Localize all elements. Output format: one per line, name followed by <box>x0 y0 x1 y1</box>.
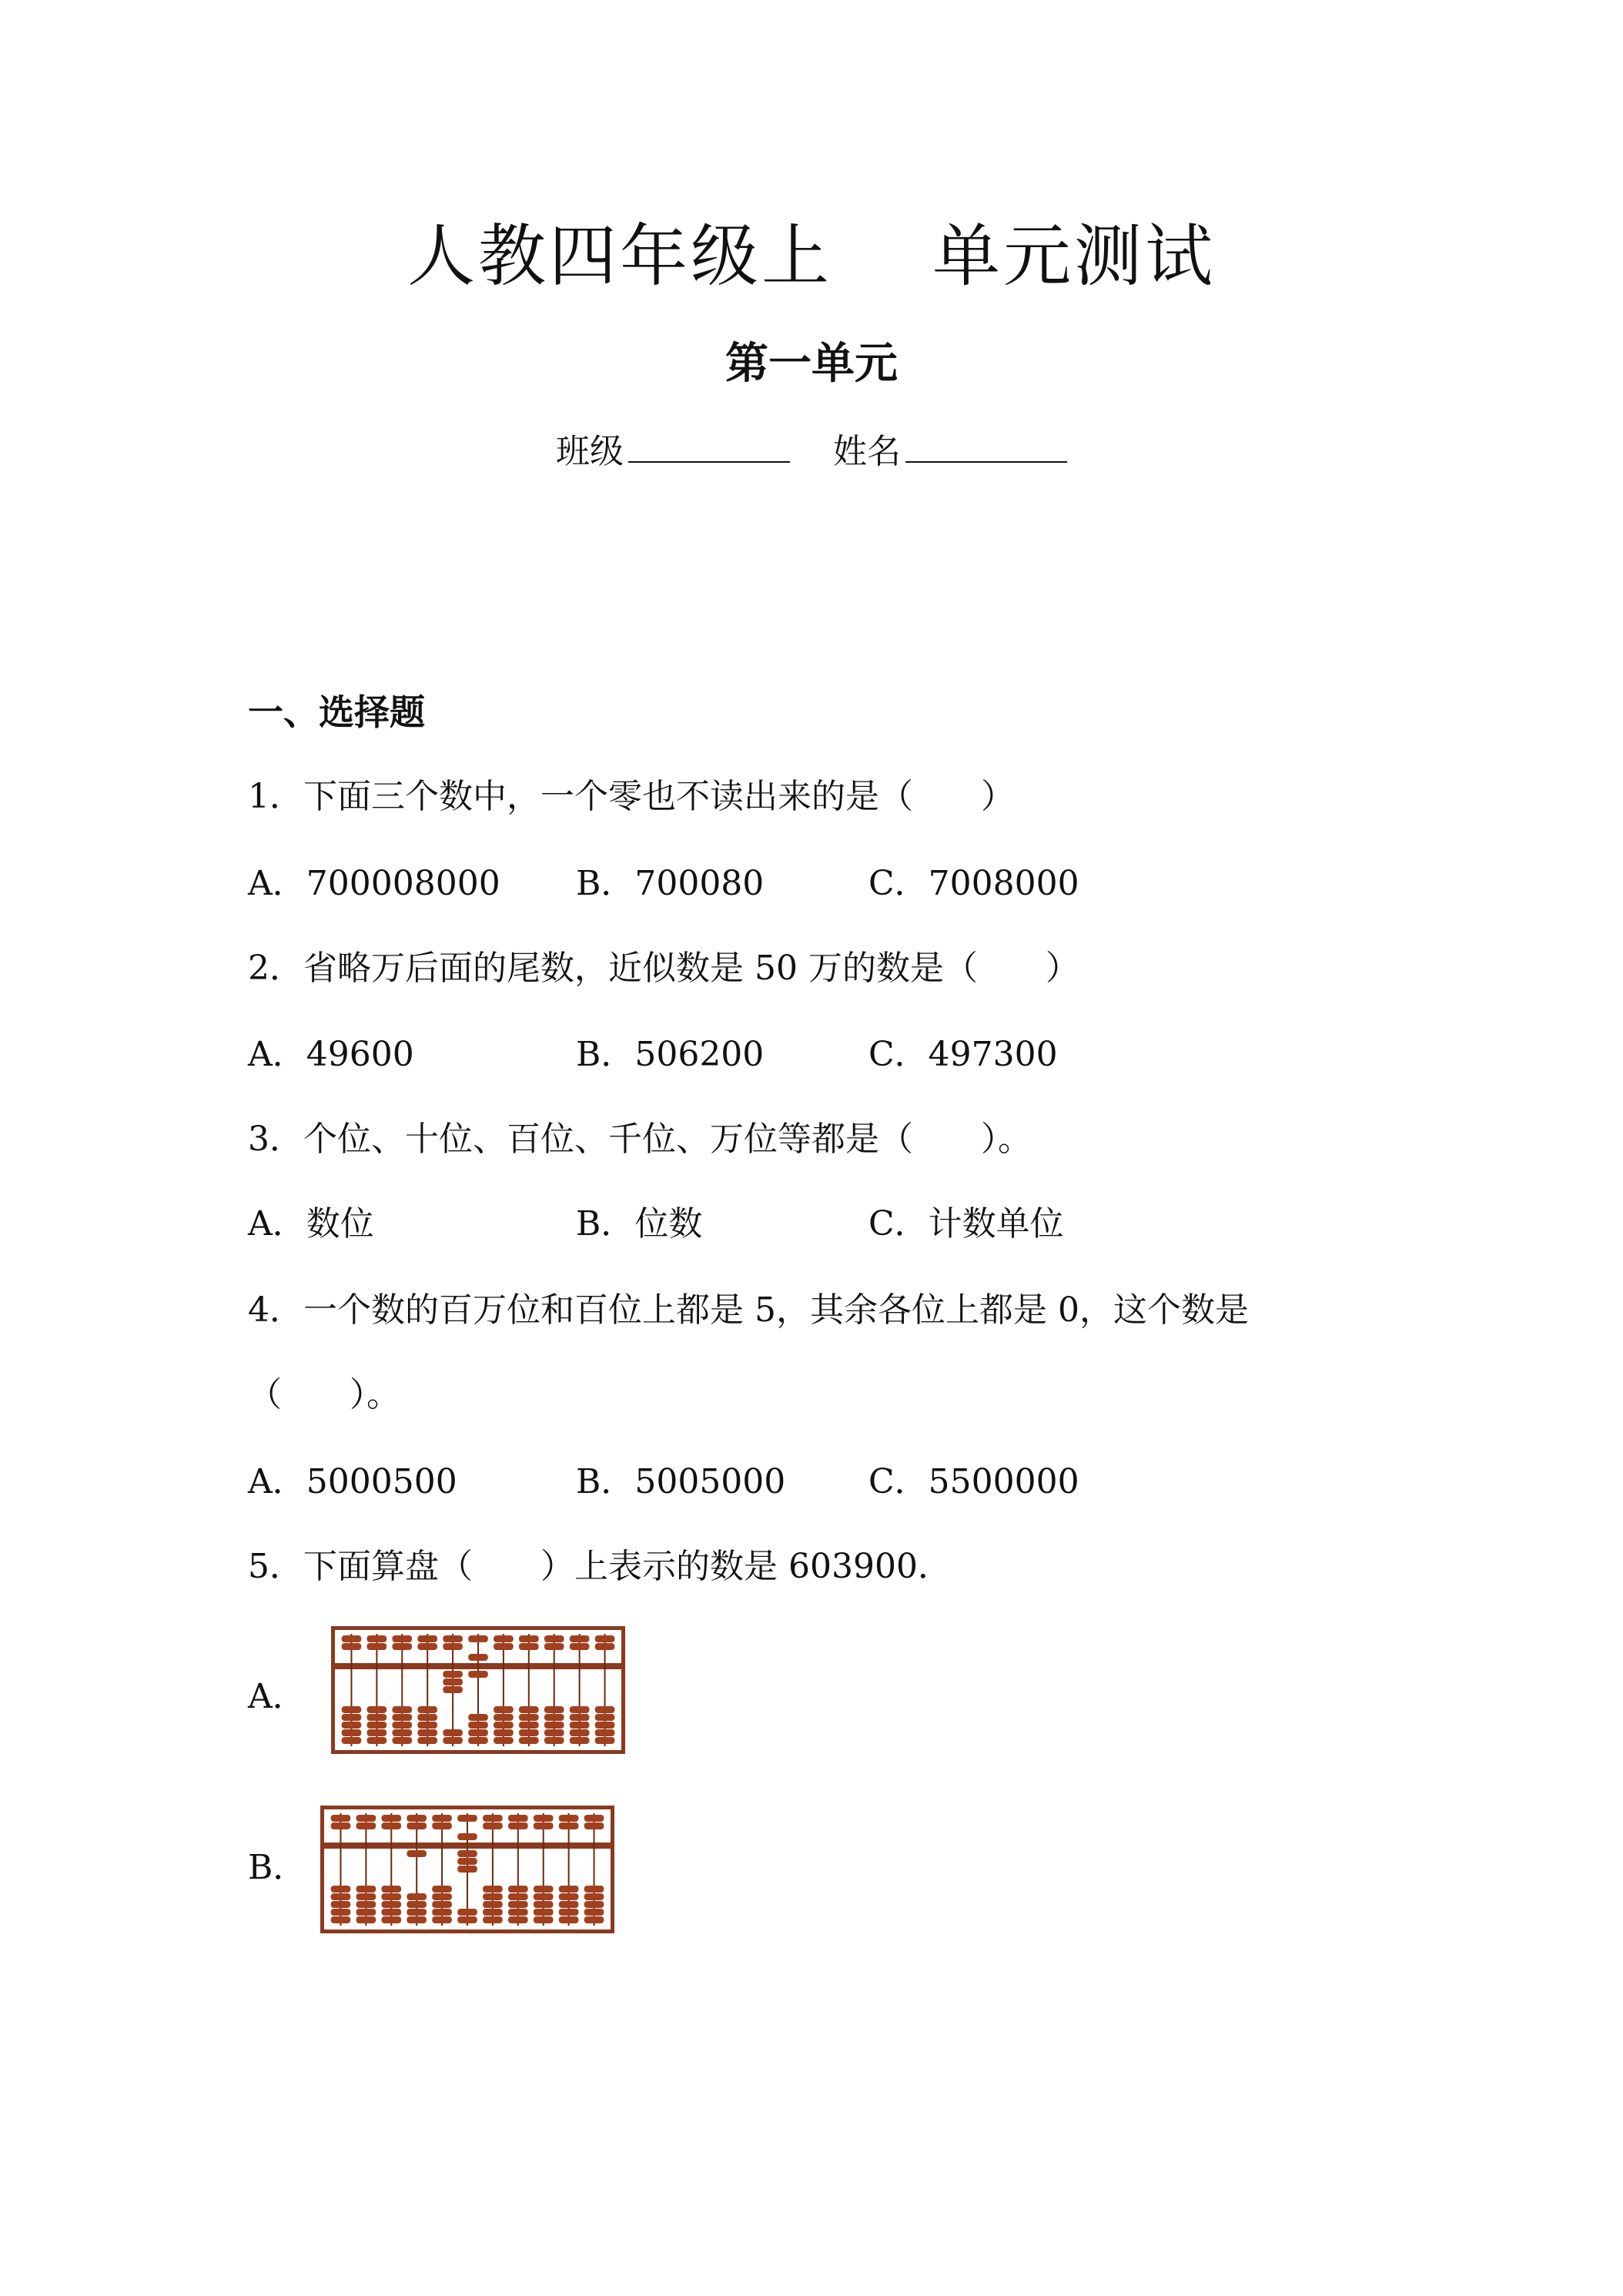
q4-option-b[interactable]: B．5005000 <box>576 1462 786 1501</box>
q3-option-b[interactable]: B．位数 <box>576 1204 703 1243</box>
page-subtitle: 第一单元 <box>725 339 898 389</box>
section-title: 一、选择题 <box>248 691 425 733</box>
student-info <box>0 427 1623 475</box>
question-4-cont: （ ）。 <box>248 1375 400 1414</box>
question-2: 2．省略万后面的尾数，近似数是 50 万的数是（ ） <box>248 949 1079 988</box>
question-5: 5．下面算盘（ ）上表示的数是 603900． <box>248 1547 952 1586</box>
q2-option-b[interactable]: B．506200 <box>576 1035 765 1074</box>
q2-option-a[interactable]: A．49600 <box>248 1035 414 1074</box>
class-label: 班级 <box>556 432 624 471</box>
title-right: 单元测试 <box>932 216 1216 296</box>
name-label: 姓名 <box>833 432 901 471</box>
q1-option-c[interactable]: C．7008000 <box>868 864 1079 903</box>
q3-option-a[interactable]: A．数位 <box>248 1204 374 1243</box>
title-left: 人教四年级上 <box>407 216 832 296</box>
q1-option-b[interactable]: B．700080 <box>576 864 765 903</box>
class-blank[interactable] <box>628 427 790 463</box>
abacus-image-a[interactable] <box>331 1626 625 1754</box>
q4-option-c[interactable]: C．5500000 <box>868 1462 1079 1501</box>
question-1: 1．下面三个数中，一个零也不读出来的是（ ） <box>248 777 1015 816</box>
page-title <box>0 214 1623 299</box>
q1-option-a[interactable]: A．700008000 <box>248 864 500 903</box>
abacus-image-b[interactable] <box>320 1806 614 1933</box>
q3-option-c[interactable]: C．计数单位 <box>868 1204 1064 1243</box>
q4-option-a[interactable]: A．5000500 <box>248 1462 457 1501</box>
q5-option-a[interactable]: A． <box>248 1677 306 1716</box>
question-4: 4．一个数的百万位和百位上都是 5，其余各位上都是 0，这个数是 <box>248 1290 1249 1330</box>
name-blank[interactable] <box>905 427 1067 463</box>
question-3: 3．个位、十位、百位、千位、万位等都是（ ）。 <box>248 1120 1032 1159</box>
q5-option-b[interactable]: B． <box>248 1848 307 1887</box>
q2-option-c[interactable]: C．497300 <box>868 1035 1058 1074</box>
